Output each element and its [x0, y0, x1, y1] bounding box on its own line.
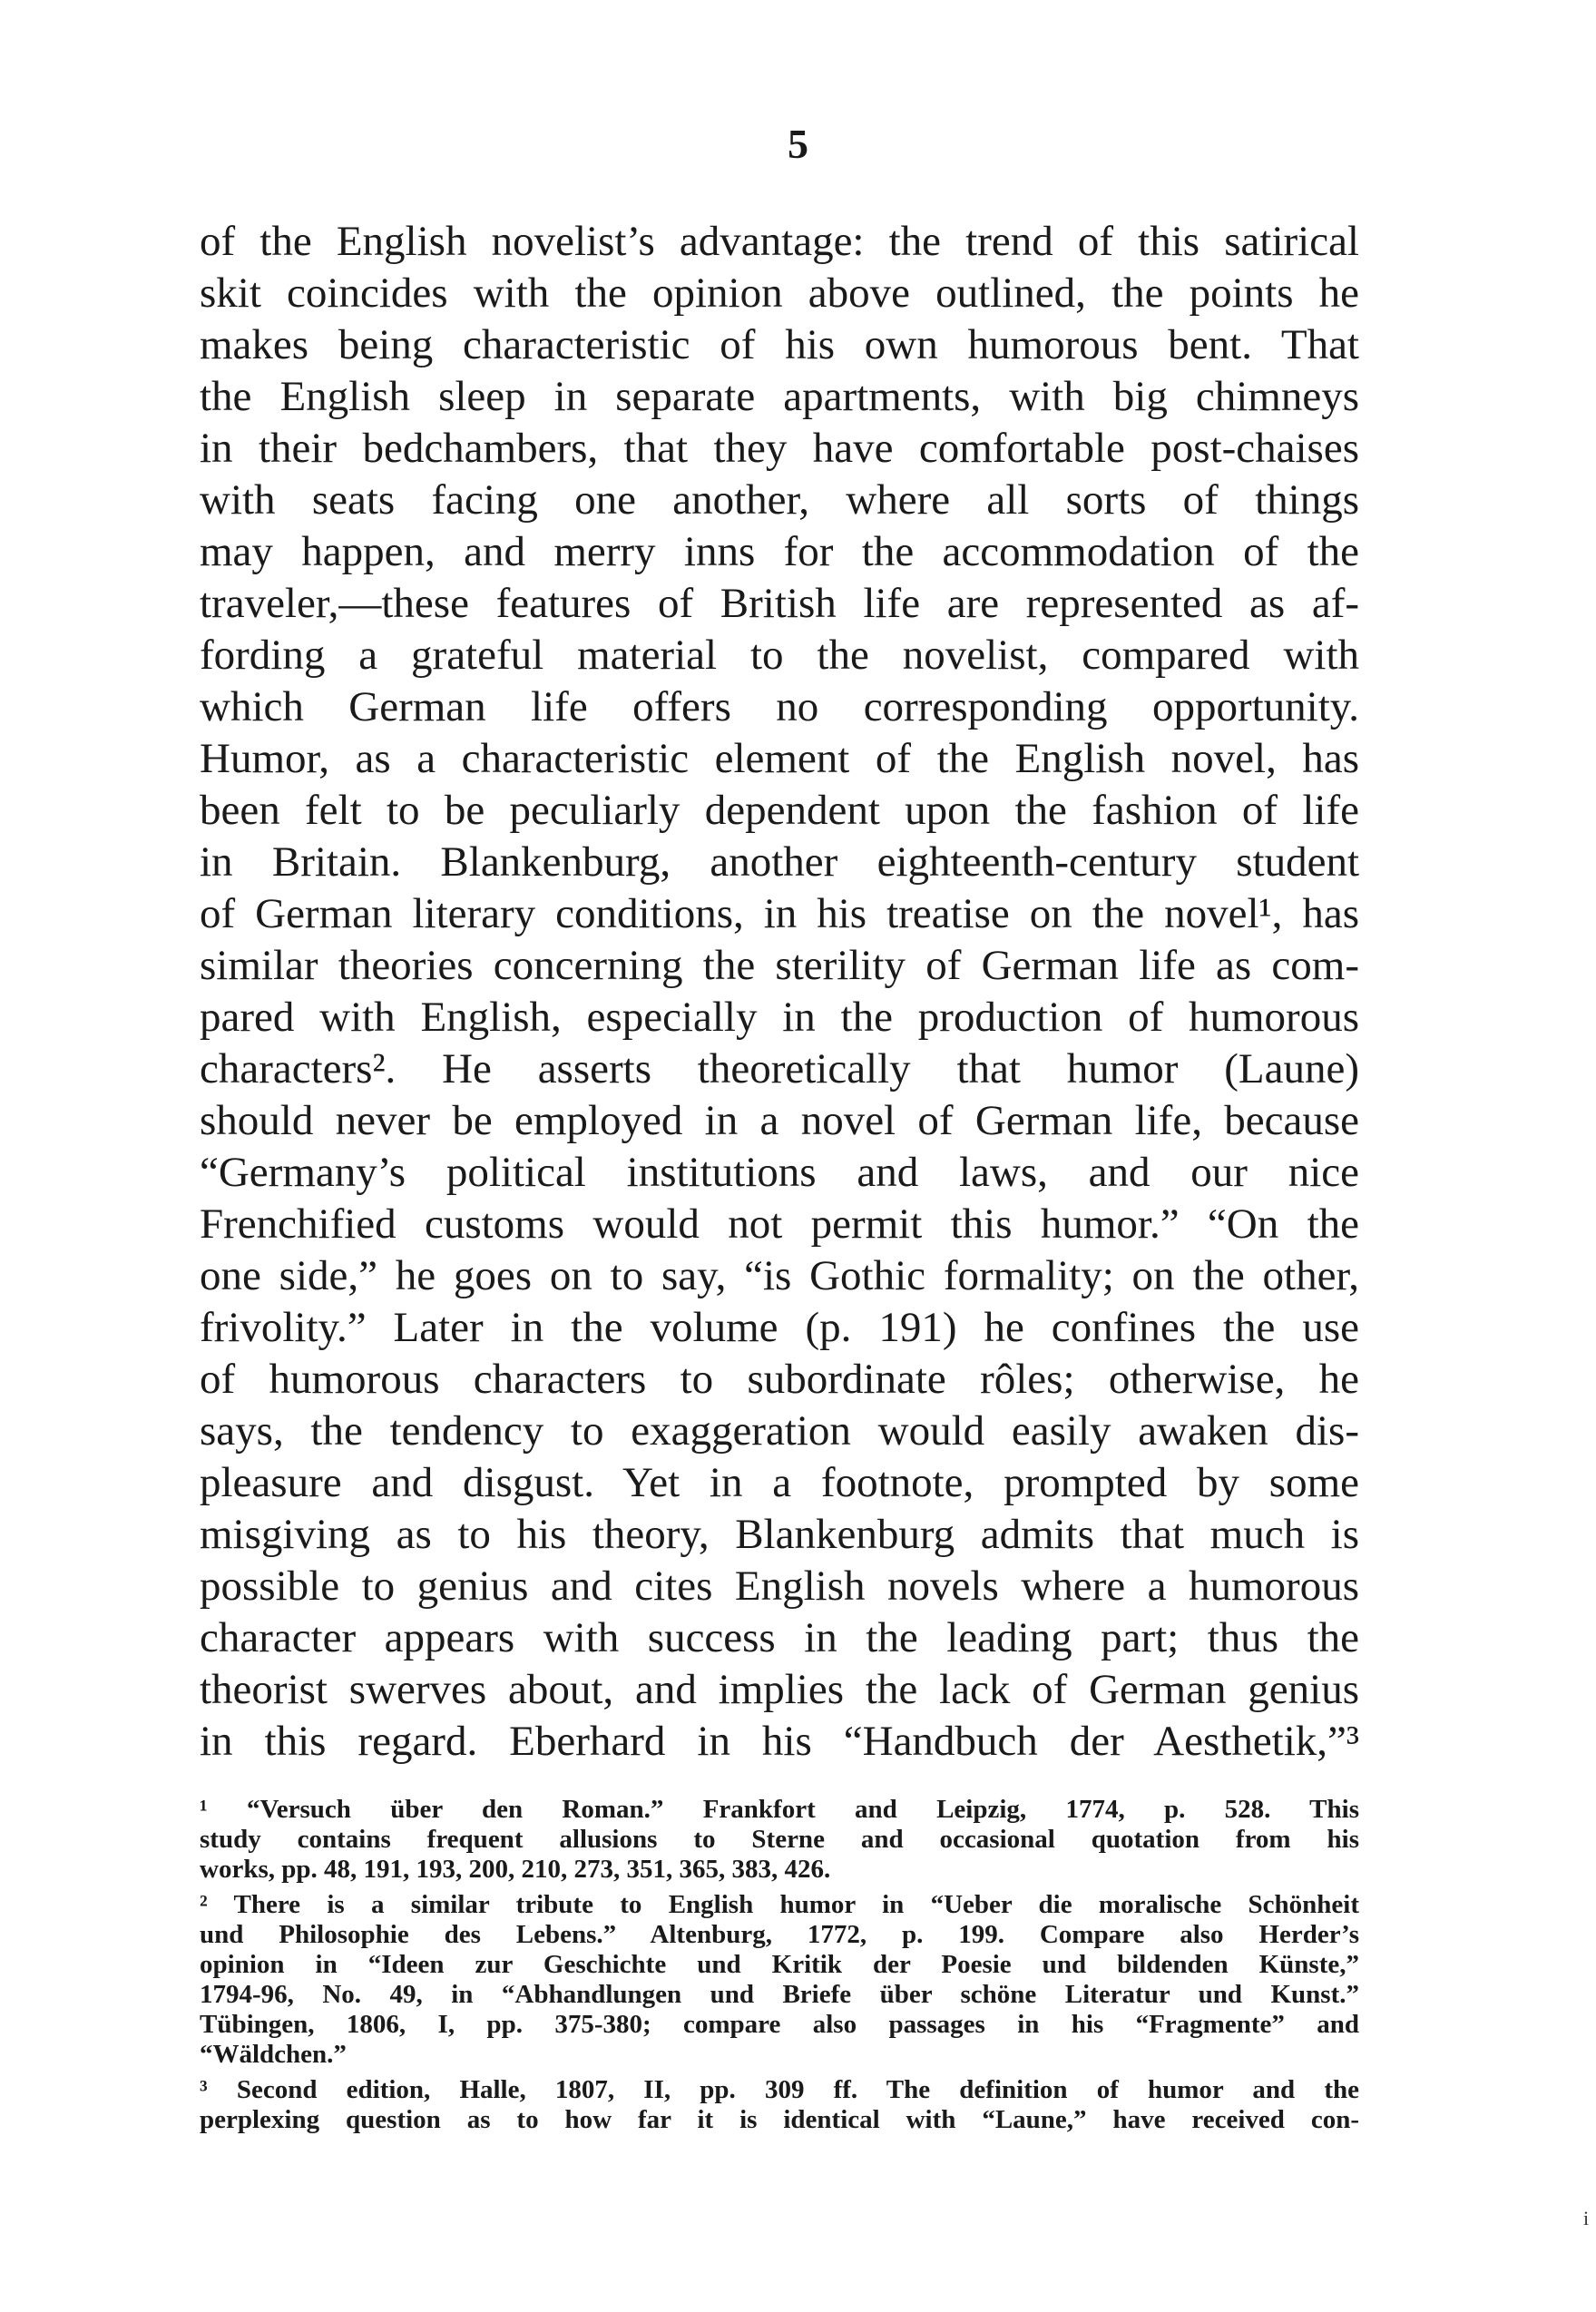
footnote-3 [200, 2075, 1359, 2135]
body-line: traveler,—these features of British life are represented as af- [200, 580, 1359, 627]
body-line: of humorous characters to subordinate rôles; otherwise, he [200, 1356, 1359, 1403]
body-line: misgiving as to his theory, Blankenburg admits that much is [200, 1511, 1359, 1558]
footnote-line: opinion in “Ideen zur Geschichte und Kritik der Poesie und bildenden Künste,” [200, 1950, 1359, 1979]
body-line: says, the tendency to exaggeration would easily awaken dis- [200, 1407, 1359, 1455]
body-line: possible to genius and cites English novels where a humorous [200, 1563, 1359, 1610]
body-line: fording a grateful material to the novelist, compared with [200, 632, 1359, 679]
footnotes [200, 1795, 1359, 2141]
footnote-line: 1794-96, No. 49, in “Abhandlungen und Briefe über schöne Literatur und Kunst.” [200, 1980, 1359, 2009]
body-line: which German life offers no corresponding opportunity. [200, 683, 1359, 730]
footnote-2 [200, 1890, 1359, 2070]
body-line: similar theories concerning the sterility of German life as com- [200, 942, 1359, 989]
footnote-line: works, pp. 48, 191, 193, 200, 210, 273, 351, 365, 383, 426. [200, 1855, 831, 1884]
body-line: makes being characteristic of his own humorous bent. That [200, 321, 1359, 368]
body-line: in their bedchambers, that they have comfortable post-chaises [200, 425, 1359, 472]
body-line: skit coincides with the opinion above outlined, the points he [200, 269, 1359, 317]
body-line: of German literary conditions, in his treatise on the novel¹, has [200, 890, 1359, 937]
body-line: characters². He asserts theoretically that humor (Laune) [200, 1045, 1359, 1092]
margin-mark: i [1583, 2207, 1590, 2229]
body-line: Humor, as a characteristic element of the English novel, has [200, 735, 1359, 782]
body-line: Frenchified customs would not permit this humor.” “On the [200, 1200, 1359, 1248]
footnote-line: ² There is a similar tribute to English humor in “Ueber die moralische Schönheit [200, 1890, 1359, 1919]
body-text [200, 216, 1359, 1768]
body-line: with seats facing one another, where all sorts of things [200, 476, 1359, 524]
footnote-line: ³ Second edition, Halle, 1807, II, pp. 309 ff. The definition of humor and the [200, 2075, 1359, 2104]
body-line: in this regard. Eberhard in his “Handbuch der Aesthetik,”³ [200, 1718, 1359, 1765]
footnote-line: perplexing question as to how far it is identical with “Laune,” have received con- [200, 2105, 1359, 2134]
body-line: should never be employed in a novel of German life, because [200, 1097, 1359, 1144]
body-line: “Germany’s political institutions and laws, and our nice [200, 1149, 1359, 1196]
body-line: been felt to be peculiarly dependent upon the fashion of life [200, 787, 1359, 834]
footnote-line: “Wäldchen.” [200, 2040, 347, 2069]
footnote-line: und Philosophie des Lebens.” Altenburg, 1772, p. 199. Compare also Herder’s [200, 1920, 1359, 1949]
body-line: may happen, and merry inns for the accommodation of the [200, 528, 1359, 575]
body-line: one side,” he goes on to say, “is Gothic formality; on the other, [200, 1252, 1359, 1299]
body-line: in Britain. Blankenburg, another eighteenth-century student [200, 838, 1359, 886]
page-number: 5 [788, 121, 808, 167]
body-line: pleasure and disgust. Yet in a footnote, prompted by some [200, 1459, 1359, 1506]
footnote-line: ¹ “Versuch über den Roman.” Frankfort and Leipzig, 1774, p. 528. This [200, 1795, 1359, 1824]
body-line: the English sleep in separate apartments, with big chimneys [200, 373, 1359, 420]
body-line: character appears with success in the leading part; thus the [200, 1614, 1359, 1661]
body-line: pared with English, especially in the production of humorous [200, 994, 1359, 1041]
body-line: frivolity.” Later in the volume (p. 191) he confines the use [200, 1304, 1359, 1351]
footnote-line: study contains frequent allusions to Sterne and occasional quotation from his [200, 1825, 1359, 1854]
body-line: of the English novelist’s advantage: the trend of this satirical [200, 218, 1359, 265]
body-line: theorist swerves about, and implies the lack of German genius [200, 1666, 1359, 1713]
footnote-line: Tübingen, 1806, I, pp. 375-380; compare also passages in his “Fragmente” and [200, 2010, 1359, 2039]
footnote-1 [200, 1795, 1359, 1885]
